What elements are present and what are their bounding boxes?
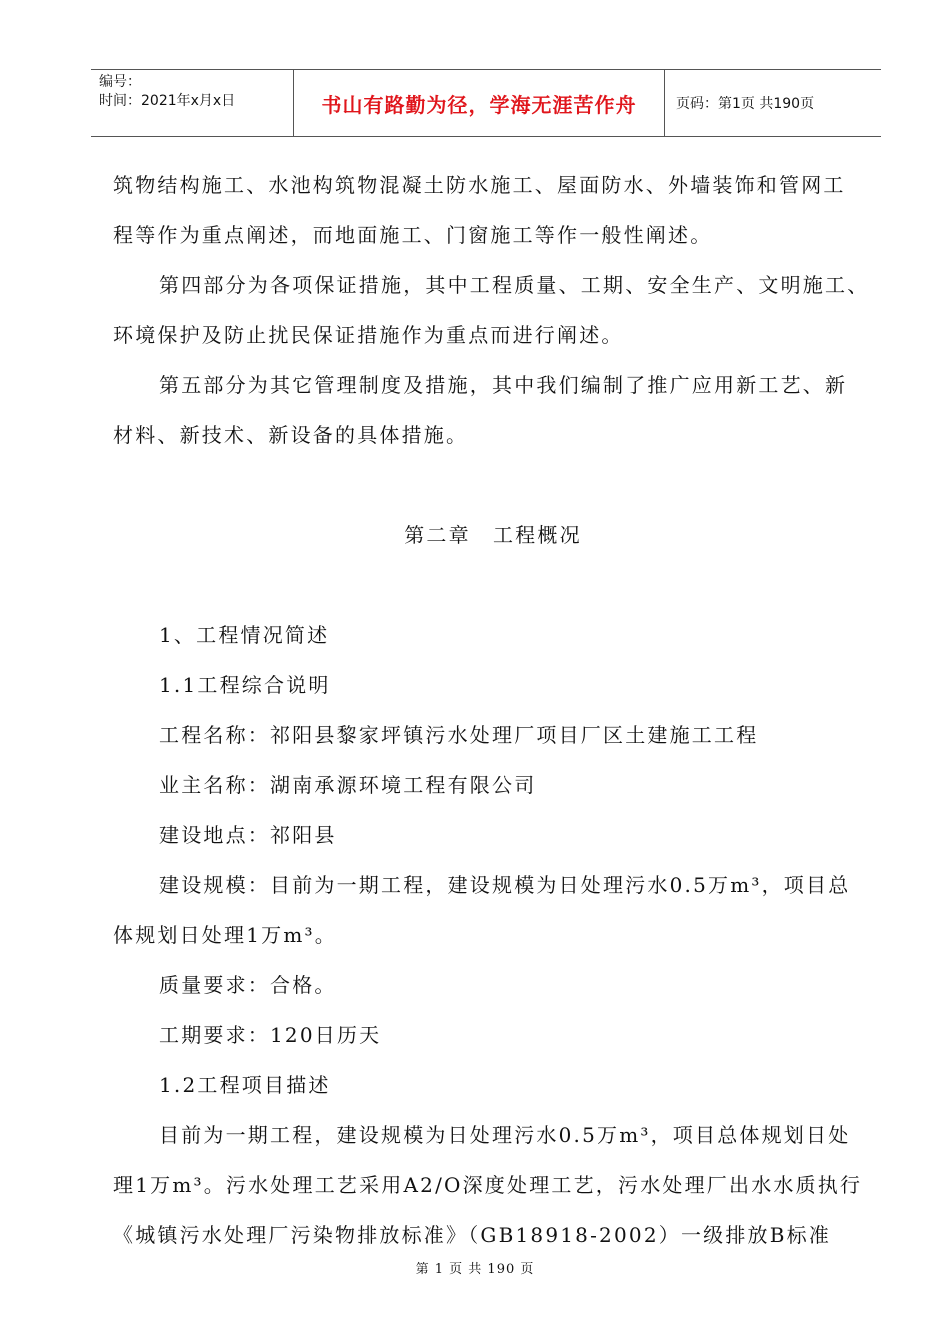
chapter-title: 第二章 工程概况 — [404, 523, 582, 547]
paragraph-line: 目前为一期工程，建设规模为日处理污水0.5万m³，项目总体规划日处 — [159, 1123, 851, 1147]
page-footer: 第 1 页 共 190 页 — [415, 1262, 535, 1277]
quality-requirement: 质量要求：合格。 — [159, 973, 337, 997]
paragraph-line: 第五部分为其它管理制度及措施，其中我们编制了推广应用新工艺、新 — [159, 373, 848, 397]
paragraph-line: 《城镇污水处理厂污染物排放标准》（GB18918-2002）一级排放B标准 — [113, 1223, 832, 1247]
project-name: 工程名称：祁阳县黎家坪镇污水处理厂项目厂区土建施工工程 — [159, 723, 759, 747]
header-page-info: 页码：第1页 共190页 — [676, 96, 815, 112]
section-heading: 1、工程情况简述 — [159, 623, 330, 647]
paragraph-line: 材料、新技术、新设备的具体措施。 — [113, 423, 469, 447]
number-label: 编号： — [99, 74, 141, 90]
duration-requirement: 工期要求：120日历天 — [159, 1023, 382, 1047]
paragraph-line: 筑物结构施工、水池构筑物混凝土防水施工、屋面防水、外墙装饰和管网工 — [113, 173, 846, 197]
paragraph-line: 程等作为重点阐述，而地面施工、门窗施工等作一般性阐述。 — [113, 223, 713, 247]
paragraph-line: 理1万m³。污水处理工艺采用A2/O深度处理工艺，污水处理厂出水水质执行 — [113, 1173, 863, 1197]
paragraph-line: 环境保护及防止扰民保证措施作为重点而进行阐述。 — [113, 323, 624, 347]
page-header — [91, 69, 881, 137]
header-meta — [91, 70, 293, 136]
scale-line: 体规划日处理1万m³。 — [113, 923, 337, 947]
document-body — [113, 160, 873, 1260]
paragraph-line: 第四部分为各项保证措施，其中工程质量、工期、安全生产、文明施工、 — [159, 273, 870, 297]
owner-name: 业主名称：湖南承源环境工程有限公司 — [159, 773, 537, 797]
header-motto: 书山有路勤为径，学海无涯苦作舟 — [293, 70, 665, 136]
time-label: 时间：2021年x月x日 — [99, 93, 236, 109]
location: 建设地点：祁阳县 — [159, 823, 337, 847]
subsection-heading: 1.2工程项目描述 — [159, 1073, 331, 1097]
scale-line: 建设规模：目前为一期工程，建设规模为日处理污水0.5万m³，项目总 — [159, 873, 851, 897]
subsection-heading: 1.1工程综合说明 — [159, 673, 331, 697]
